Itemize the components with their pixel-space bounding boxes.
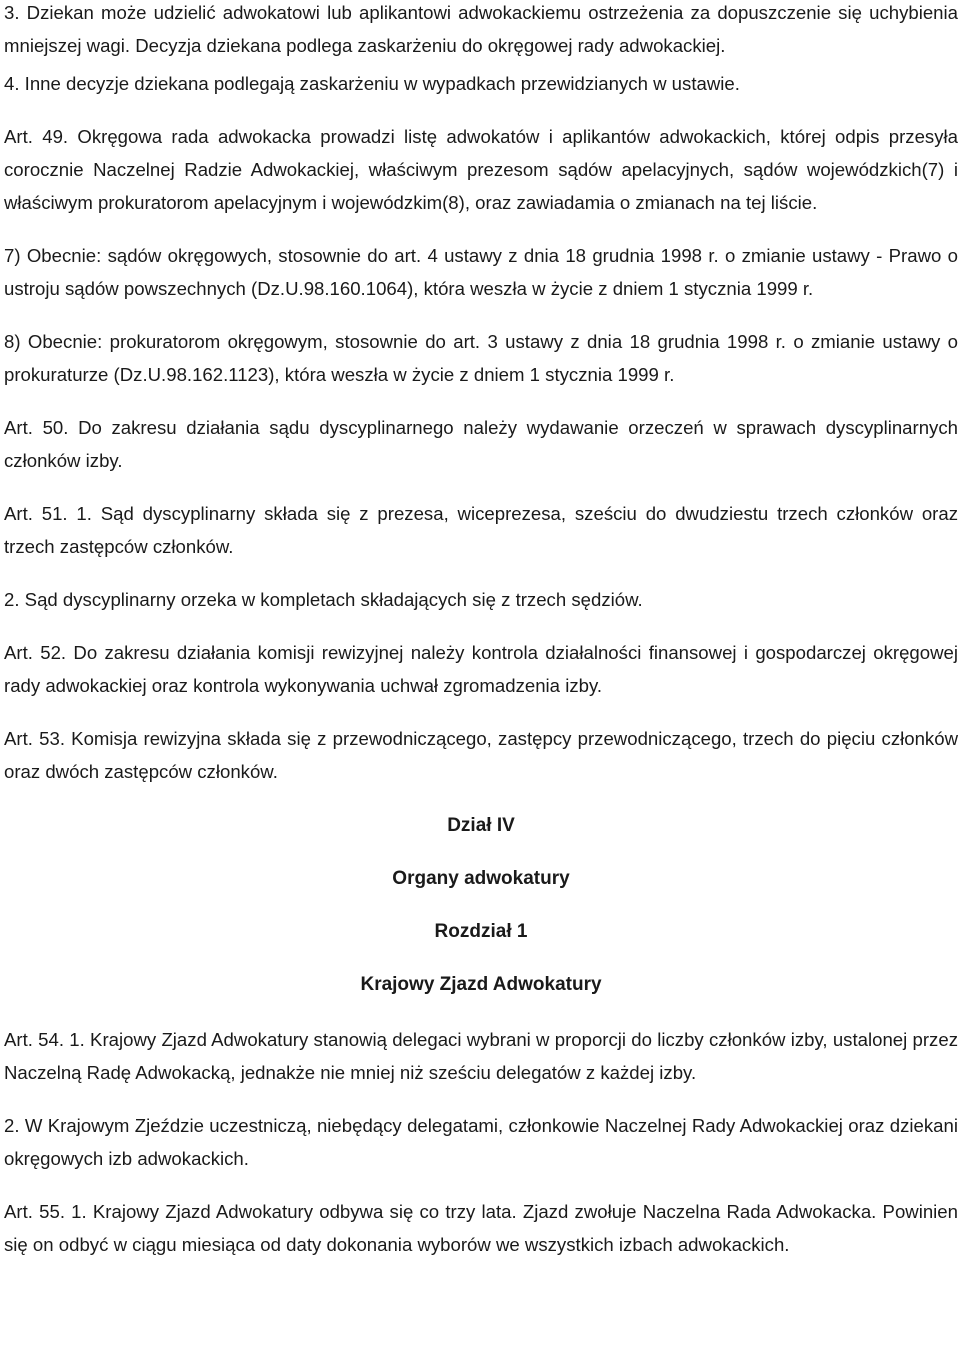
paragraph-art48-4: 4. Inne decyzje dziekana podlegają zaskarżeniu w wypadkach przewidzianych w ustawie. <box>4 73 740 94</box>
footnote-7: 7) Obecnie: sądów okręgowych, stosownie do art. 4 ustawy z dnia 18 grudnia 1998 r. o zmianie ustawy - Prawo o ustroju sądów powszechnych (Dz.U.98.160.1064), która weszła w życie z dniem 1 stycznia 1999 r. <box>4 245 958 299</box>
paragraph-art51-2: 2. Sąd dyscyplinarny orzeka w kompletach składających się z trzech sędziów. <box>4 589 643 610</box>
paragraph-art54-1: Art. 54. 1. Krajowy Zjazd Adwokatury stanowią delegaci wybrani w proporcji do liczby członków izby, ustalonej przez Naczelną Radę Adwokacką, jednakże nie mniej niż sześciu delegatów z każdej izby. <box>4 1029 958 1083</box>
paragraph-art51-1: Art. 51. 1. Sąd dyscyplinarny składa się z prezesa, wiceprezesa, sześciu do dwudziestu trzech członków oraz trzech zastępców członków. <box>4 503 958 557</box>
heading-dzial: Dział IV <box>447 815 515 836</box>
paragraph-art53: Art. 53. Komisja rewizyjna składa się z przewodniczącego, zastępcy przewodniczącego, trzech do pięciu członków oraz dwóch zastępców członków. <box>4 728 958 782</box>
paragraph-art55-1: Art. 55. 1. Krajowy Zjazd Adwokatury odbywa się co trzy lata. Zjazd zwołuje Naczelna Rada Adwokacka. Powinien się on odbyć w ciągu miesiąca od daty dokonania wyborów we wszystkich izbach adwokackich. <box>4 1201 958 1255</box>
paragraph-art52: Art. 52. Do zakresu działania komisji rewizyjnej należy kontrola działalności finansowej i gospodarczej okręgowej rady adwokackiej oraz kontrola wykonywania uchwał zgromadzenia izby. <box>4 642 958 696</box>
heading-organy: Organy adwokatury <box>392 868 570 889</box>
footnote-8: 8) Obecnie: prokuratorom okręgowym, stosownie do art. 3 ustawy z dnia 18 grudnia 1998 r. o zmianie ustawy o prokuraturze (Dz.U.98.162.1123), która weszła w życie z dniem 1 stycznia 1999 r. <box>4 331 958 385</box>
paragraph-art48-3: 3. Dziekan może udzielić adwokatowi lub aplikantowi adwokackiemu ostrzeżenia za dopuszczenie się uchybienia mniejszej wagi. Decyzja dziekana podlega zaskarżeniu do okręgowej rady adwokackiej. <box>4 2 958 56</box>
paragraph-art54-2: 2. W Krajowym Zjeździe uczestniczą, niebędący delegatami, członkowie Naczelnej Rady Adwokackiej oraz dziekani okręgowych izb adwokackich. <box>4 1115 958 1169</box>
paragraph-art50: Art. 50. Do zakresu działania sądu dyscyplinarnego należy wydawanie orzeczeń w sprawach dyscyplinarnych członków izby. <box>4 417 958 471</box>
paragraph-art49: Art. 49. Okręgowa rada adwokacka prowadzi listę adwokatów i aplikantów adwokackich, której odpis przesyła corocznie Naczelnej Radzie Adwokackiej, właściwym prezesom sądów apelacyjnych, sądów wojewódzkich(7) i właściwym prokuratorom apelacyjnym i wojewódzkim(8), oraz zawiadamia o zmianach na tej liście. <box>4 126 958 213</box>
heading-zjazd: Krajowy Zjazd Adwokatury <box>360 974 602 995</box>
heading-rozdzial: Rozdział 1 <box>434 921 528 942</box>
